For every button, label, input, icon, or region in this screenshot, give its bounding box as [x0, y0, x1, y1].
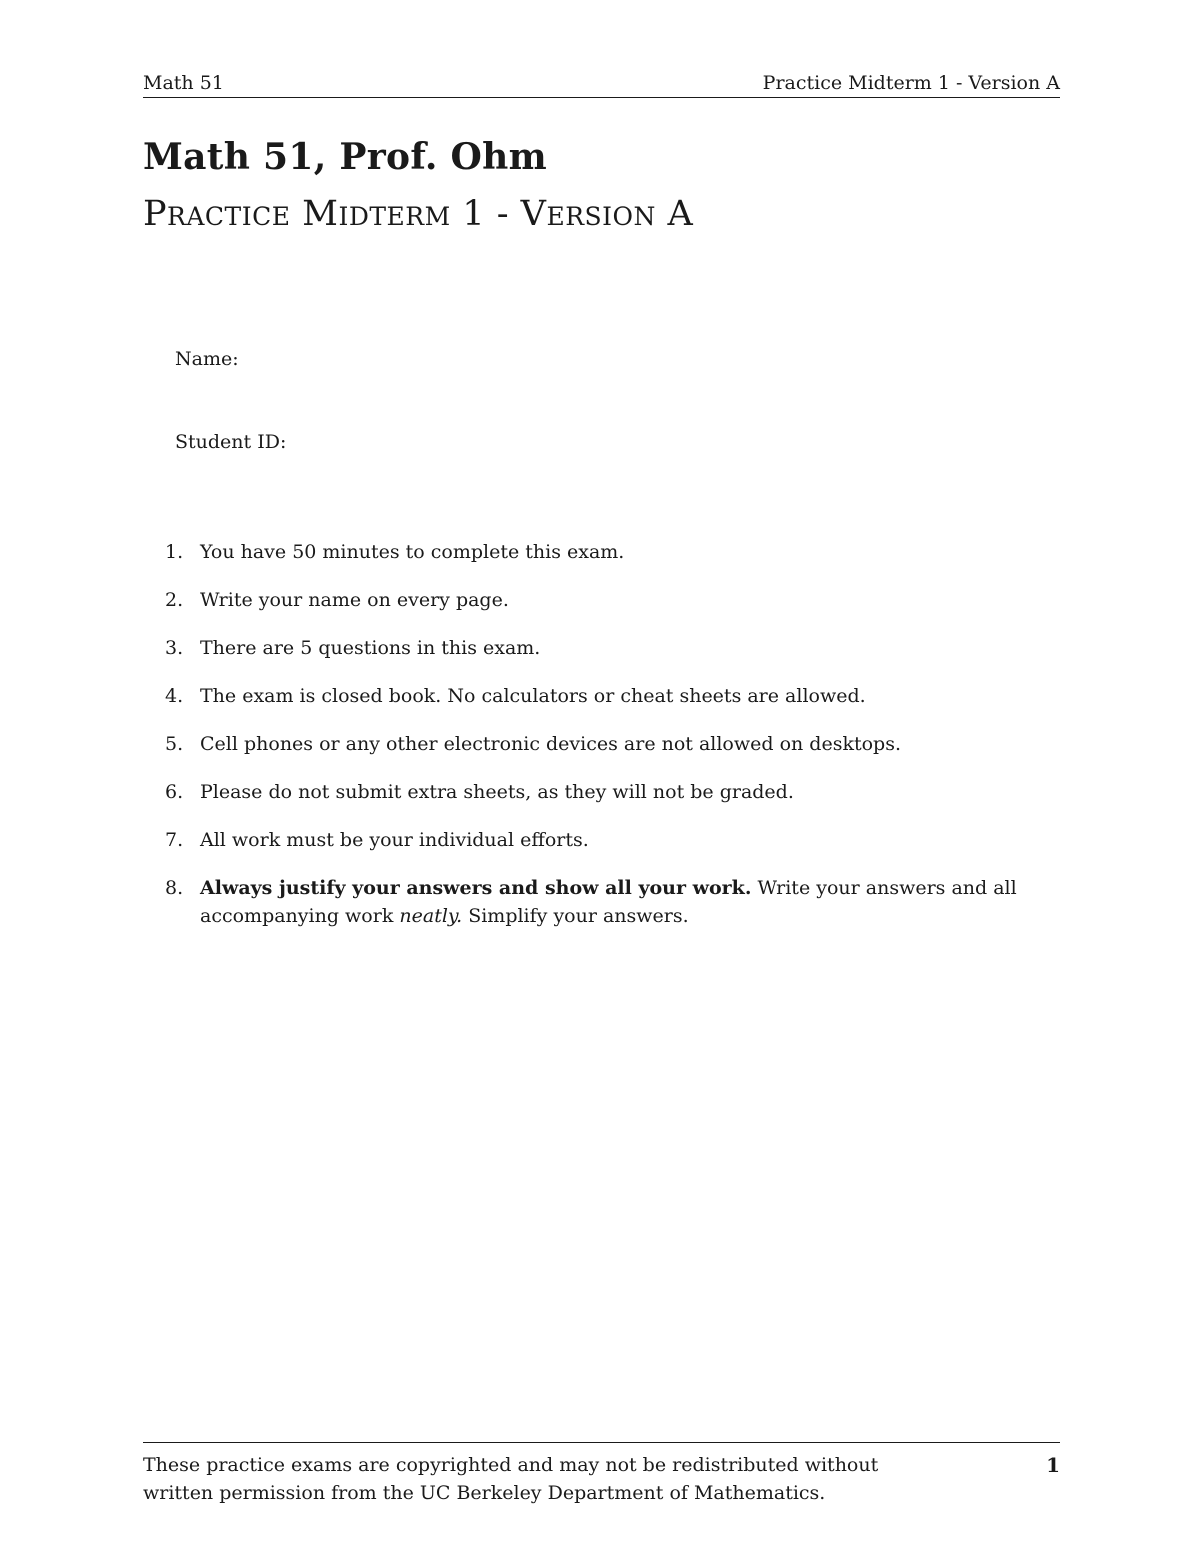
name-field-label: Name: — [175, 348, 239, 370]
item-text: Cell phones or any other electronic devices are not allowed on desktops. — [200, 733, 901, 755]
item-number: 8. — [165, 877, 184, 899]
list-item — [165, 634, 1060, 662]
item-number: 2. — [165, 589, 184, 611]
item-text-bold: Always justify your answers and show all your work. — [200, 877, 752, 899]
footer-line-2: written permission from the UC Berkeley Department of Mathematics. — [143, 1482, 826, 1504]
list-item — [165, 826, 1060, 854]
list-item — [165, 586, 1060, 614]
item-text: Please do not submit extra sheets, as they will not be graded. — [200, 781, 794, 803]
item-number: 4. — [165, 685, 184, 707]
page-subtitle: Practice Midterm 1 - Version A — [143, 194, 694, 234]
item-text: The exam is closed book. No calculators or cheat sheets are allowed. — [200, 685, 866, 707]
instructions-list — [165, 538, 1060, 950]
footer-rule — [143, 1442, 1060, 1443]
header-course: Math 51 — [143, 72, 224, 94]
student-id-field-label: Student ID: — [175, 431, 287, 453]
page-number: 1 — [1046, 1453, 1060, 1477]
list-item — [165, 682, 1060, 710]
item-text: There are 5 questions in this exam. — [200, 637, 541, 659]
item-number: 3. — [165, 637, 184, 659]
header-rule — [143, 97, 1060, 98]
copyright-footer — [143, 1451, 943, 1507]
item-text: All work must be your individual efforts. — [200, 829, 589, 851]
list-item — [165, 874, 1060, 930]
item-number: 6. — [165, 781, 184, 803]
item-text: Simplify your answers. — [462, 905, 689, 927]
item-text: You have 50 minutes to complete this exam. — [200, 541, 625, 563]
header-exam-title: Practice Midterm 1 - Version A — [762, 72, 1060, 94]
page-title: Math 51, Prof. Ohm — [143, 136, 548, 178]
item-text: Write your answers and all accompanying work — [200, 877, 1017, 927]
item-text-italic: neatly. — [399, 905, 463, 927]
item-number: 7. — [165, 829, 184, 851]
item-text: Write your name on every page. — [200, 589, 509, 611]
item-number: 1. — [165, 541, 184, 563]
list-item — [165, 538, 1060, 566]
item-number: 5. — [165, 733, 184, 755]
running-header — [143, 70, 1060, 96]
list-item — [165, 730, 1060, 758]
list-item — [165, 778, 1060, 806]
footer-line-1: These practice exams are copyrighted and may not be redistributed without — [143, 1454, 879, 1476]
